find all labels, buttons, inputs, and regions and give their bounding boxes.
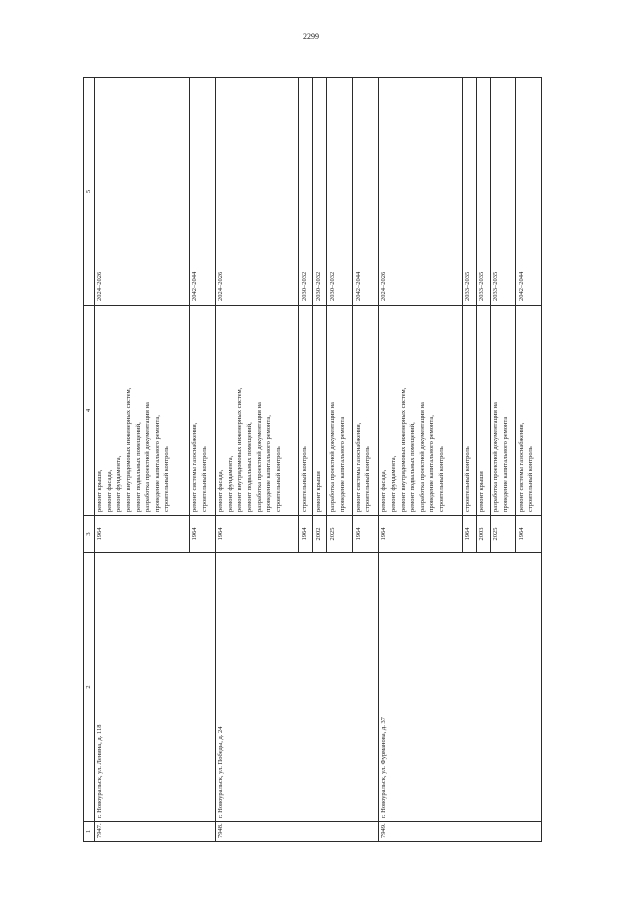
work-item: ремонт системы газоснабжения, (517, 422, 525, 512)
works-cell (353, 306, 379, 516)
work-item: ремонт системы газоснабжения, (354, 422, 362, 512)
work-item: ремонт фасада, (380, 469, 388, 512)
building-number: 7947. (94, 822, 215, 842)
works-cell (378, 306, 462, 516)
period-cell: 2033–2035 (476, 78, 490, 306)
period-cell: 2024–2026 (215, 78, 299, 306)
year-cell: 1964 (462, 516, 476, 553)
period-cell: 2033–2035 (462, 78, 476, 306)
work-item: ремонт фундамента, (226, 455, 234, 512)
works-cell (490, 306, 516, 516)
year-cell: 2003 (476, 516, 490, 553)
work-item: разработка проектной документации на (328, 402, 336, 512)
year-cell: 2025 (490, 516, 516, 553)
year-cell: 1964 (215, 516, 299, 553)
work-item: строительный контроль (163, 446, 171, 512)
work-item: разработка проектной документации на (418, 402, 426, 512)
year-cell: 2025 (327, 516, 353, 553)
works-cell (462, 306, 476, 516)
year-cell: 2002 (313, 516, 327, 553)
column-header: 4 (84, 306, 95, 516)
works-cell (215, 306, 299, 516)
work-item: проведение капитального ремонта (501, 416, 509, 512)
work-item: ремонт внутридомовых инженерных систем, (399, 387, 407, 512)
work-item: ремонт крыши, (96, 469, 104, 512)
column-number-row (84, 78, 95, 842)
works-cell (299, 306, 313, 516)
period-cell: 2042–2044 (516, 78, 542, 306)
column-header: 3 (84, 516, 95, 553)
work-item: строительный контроль (437, 446, 445, 512)
work-item: разработка проектной документации на (255, 402, 263, 512)
period-cell: 2042–2044 (189, 78, 215, 306)
building-address: г. Новоуральск, ул. Фурманова, д. 37 (378, 553, 541, 822)
table-row (378, 78, 462, 842)
work-item: проведение капитального ремонта, (153, 415, 161, 512)
column-header: 1 (84, 822, 95, 842)
period-cell: 2033–2035 (490, 78, 516, 306)
work-item: разработка проектной документации на (492, 402, 500, 512)
work-item: ремонт фундамента, (115, 455, 123, 512)
rotated-table-sheet (83, 78, 542, 842)
work-item: ремонт фундамента, (389, 455, 397, 512)
period-cell: 2030–2032 (299, 78, 313, 306)
building-number: 7949. (378, 822, 541, 842)
period-cell: 2024–2026 (378, 78, 462, 306)
period-cell: 2030–2032 (327, 78, 353, 306)
column-header: 2 (84, 553, 95, 822)
period-cell: 2030–2032 (313, 78, 327, 306)
work-item: ремонт подвальных помещений, (245, 422, 253, 512)
column-header: 5 (84, 78, 95, 306)
work-item: строительный контроль (464, 446, 472, 512)
work-item: ремонт фасада, (105, 469, 113, 512)
work-item: ремонт подвальных помещений, (409, 422, 417, 512)
year-cell: 1964 (94, 516, 189, 553)
work-item: ремонт фасада, (217, 469, 225, 512)
building-number: 7948. (215, 822, 378, 842)
works-cell (189, 306, 215, 516)
repair-schedule-table (83, 77, 542, 842)
work-item: строительный контроль (274, 446, 282, 512)
work-item: ремонт системы газоснабжения, (191, 422, 199, 512)
page-number: 2299 (303, 32, 319, 41)
works-cell (327, 306, 353, 516)
year-cell: 1964 (299, 516, 313, 553)
work-item: строительный контроль (300, 446, 308, 512)
year-cell: 1964 (378, 516, 462, 553)
work-item: строительный контроль (364, 446, 372, 512)
work-item: проведение капитального ремонта (338, 416, 346, 512)
table-row (94, 78, 189, 842)
works-cell (94, 306, 189, 516)
work-item: проведение капитального ремонта, (428, 415, 436, 512)
period-cell: 2024–2026 (94, 78, 189, 306)
table-row (215, 78, 299, 842)
period-cell: 2042–2044 (353, 78, 379, 306)
year-cell: 1964 (516, 516, 542, 553)
work-item: ремонт внутридомовых инженерных систем, (124, 387, 132, 512)
building-address: г. Новоуральск, ул. Ленина, д. 118 (94, 553, 215, 822)
building-address: г. Новоуральск, ул. Победы, д. 24 (215, 553, 378, 822)
works-cell (516, 306, 542, 516)
work-item: разработка проектной документации на (144, 402, 152, 512)
work-item: ремонт внутридомовых инженерных систем, (236, 387, 244, 512)
works-cell (313, 306, 327, 516)
work-item: строительный контроль (201, 446, 209, 512)
work-item: проведение капитального ремонта, (265, 415, 273, 512)
work-item: ремонт крыши (314, 471, 322, 512)
work-item: ремонт подвальных помещений, (134, 422, 142, 512)
work-item: ремонт крыши (478, 471, 486, 512)
year-cell: 1964 (353, 516, 379, 553)
work-item: строительный контроль (527, 446, 535, 512)
works-cell (476, 306, 490, 516)
year-cell: 1964 (189, 516, 215, 553)
